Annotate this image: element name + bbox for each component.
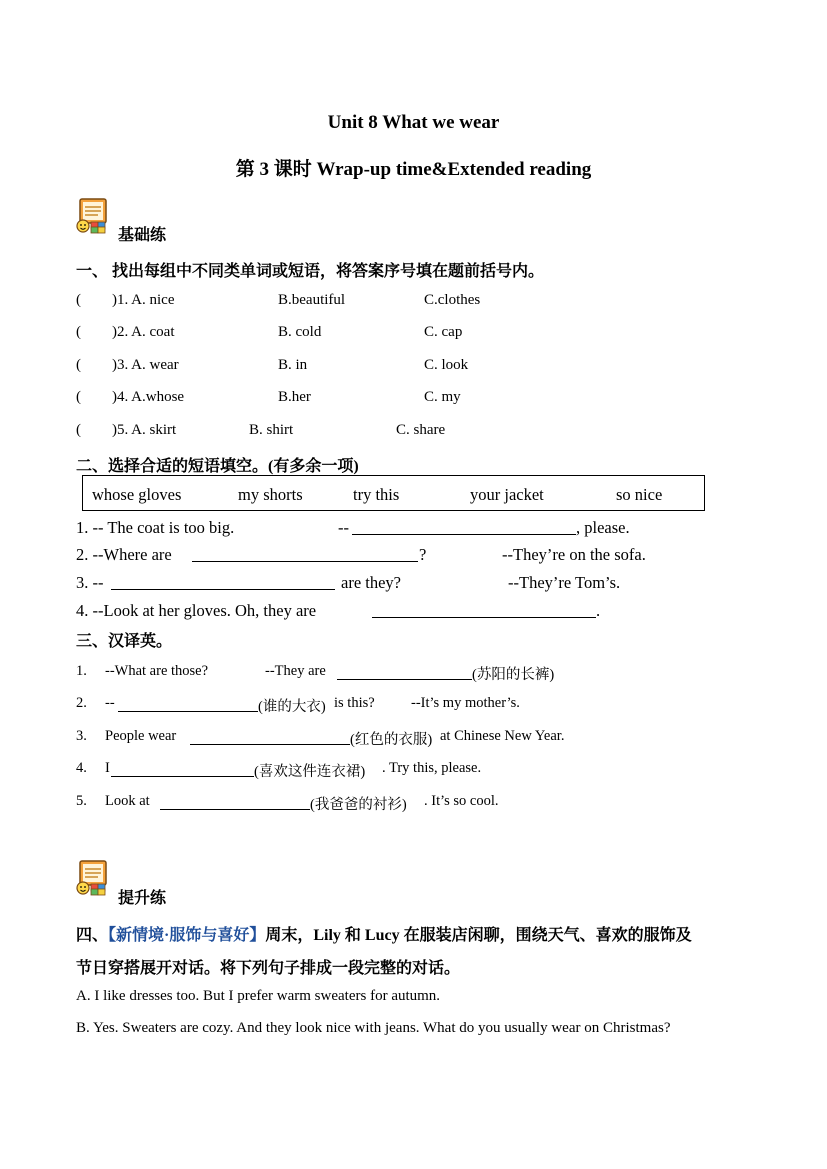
part1-row-paren: ( bbox=[76, 292, 81, 308]
answer-blank[interactable] bbox=[118, 697, 258, 712]
dialog-sentence: A. I like dresses too. But I prefer warm sweaters for autumn. bbox=[76, 988, 441, 1004]
part1-row-c: C.clothes bbox=[424, 292, 481, 308]
word-bank-item: whose gloves bbox=[92, 485, 182, 504]
part1-row-b: B.beautiful bbox=[278, 292, 346, 308]
answer-blank[interactable] bbox=[160, 795, 310, 810]
part2-q2-qmark: ? bbox=[419, 545, 427, 564]
answer-blank[interactable] bbox=[192, 547, 418, 562]
part3-heading: 三、汉译英。 bbox=[76, 633, 173, 650]
part4-num: 四、 bbox=[76, 927, 109, 944]
part3-text: --What are those? bbox=[105, 663, 209, 679]
part3-text: I bbox=[105, 760, 110, 776]
part3-hint: (红色的衣服) bbox=[350, 732, 433, 748]
part1-row-c: C. cap bbox=[424, 324, 463, 340]
part2-q2-reply: --They’re on the sofa. bbox=[502, 545, 646, 564]
part2-q1-text: 1. -- The coat is too big. bbox=[76, 518, 235, 537]
part3-text: -- bbox=[105, 695, 115, 711]
part1-row-paren: ( bbox=[76, 422, 81, 438]
part3-hint: (苏阳的长裤) bbox=[472, 667, 555, 683]
part3-num: 4. bbox=[76, 760, 87, 776]
part2-q4-end: . bbox=[596, 601, 601, 620]
part2-q4-text: 4. --Look at her gloves. Oh, they are bbox=[76, 601, 317, 620]
page-subtitle: 第 3 课时 Wrap-up time&Extended reading bbox=[235, 159, 592, 180]
part3-num: 3. bbox=[76, 728, 87, 744]
part3-hint: (我爸爸的衬衫) bbox=[310, 797, 407, 813]
word-bank-item: your jacket bbox=[470, 485, 544, 504]
part1-row-paren: ( bbox=[76, 389, 81, 405]
part3-text: is this? bbox=[334, 695, 375, 711]
part4-heading-text: 周末，Lily 和 Lucy 在服装店闲聊，围绕天气、喜欢的服饰及 bbox=[265, 927, 692, 944]
answer-blank[interactable] bbox=[337, 665, 472, 680]
part1-row-b: B.her bbox=[278, 389, 311, 405]
part1-row-c: C. look bbox=[424, 357, 469, 373]
part1-row-b: B. shirt bbox=[249, 422, 294, 438]
part3-text: at Chinese New Year. bbox=[440, 728, 565, 744]
answer-blank[interactable] bbox=[111, 762, 254, 777]
part3-text: . Try this, please. bbox=[382, 760, 482, 776]
part4-heading-line1 bbox=[76, 922, 692, 945]
answer-blank[interactable] bbox=[372, 603, 596, 618]
advanced-label: 提升练 bbox=[118, 890, 167, 907]
part4-context-tag: 【新情境·服饰与喜好】 bbox=[108, 927, 266, 944]
dialog-sentence: B. Yes. Sweaters are cozy. And they look nice with jeans. What do you usually wear on Christmas? bbox=[76, 1020, 671, 1036]
part2-q3-reply: --They’re Tom’s. bbox=[508, 573, 621, 592]
part1-row-b: B. cold bbox=[278, 324, 322, 340]
part1-row-c: C. share bbox=[396, 422, 446, 438]
part3-text: --They are bbox=[265, 663, 326, 679]
part2-q2-text: 2. --Where are bbox=[76, 545, 172, 564]
part3-num: 5. bbox=[76, 793, 87, 809]
part2-q1-end: , please. bbox=[576, 518, 630, 537]
notebook-abacus-icon bbox=[76, 198, 108, 234]
part2-q3-text: 3. -- bbox=[76, 573, 104, 592]
part3-text: People wear bbox=[105, 728, 177, 744]
answer-blank[interactable] bbox=[352, 520, 576, 535]
part3-hint: (喜欢这件连衣裙) bbox=[254, 764, 366, 780]
part1-row-paren: ( bbox=[76, 357, 81, 373]
part1-row-paren: ( bbox=[76, 324, 81, 340]
part3-text: . It’s so cool. bbox=[424, 793, 499, 809]
word-bank-item: my shorts bbox=[238, 485, 303, 504]
page-title: Unit 8 What we wear bbox=[327, 112, 500, 133]
part4-heading-line2: 节日穿搭展开对话。将下列句子排成一段完整的对话。 bbox=[76, 960, 461, 977]
word-bank-item: try this bbox=[353, 485, 400, 504]
part3-num: 1. bbox=[76, 663, 87, 679]
part2-q1-dash: -- bbox=[338, 518, 349, 537]
part1-row-q: )4. A.whose bbox=[112, 389, 185, 405]
part2-heading: 二、选择合适的短语填空。(有多余一项) bbox=[76, 458, 359, 475]
part3-text: Look at bbox=[105, 793, 150, 809]
part3-hint: (谁的大衣) bbox=[258, 699, 326, 715]
part1-row-q: )3. A. wear bbox=[112, 357, 179, 373]
part1-row-c: C. my bbox=[424, 389, 461, 405]
part3-num: 2. bbox=[76, 695, 87, 711]
part2-q3-mid: are they? bbox=[341, 573, 401, 592]
notebook-abacus-icon bbox=[76, 860, 108, 896]
part3-text: --It’s my mother’s. bbox=[411, 695, 520, 711]
part1-row-b: B. in bbox=[278, 357, 308, 373]
part1-row-q: )1. A. nice bbox=[112, 292, 175, 308]
part1-row-q: )5. A. skirt bbox=[112, 422, 177, 438]
word-bank-item: so nice bbox=[616, 485, 663, 504]
part1-row-q: )2. A. coat bbox=[112, 324, 175, 340]
answer-blank[interactable] bbox=[190, 730, 350, 745]
part1-heading: 一、 找出每组中不同类单词或短语，将答案序号填在题前括号内。 bbox=[76, 263, 545, 280]
basic-label: 基础练 bbox=[118, 227, 167, 244]
answer-blank[interactable] bbox=[111, 575, 335, 590]
